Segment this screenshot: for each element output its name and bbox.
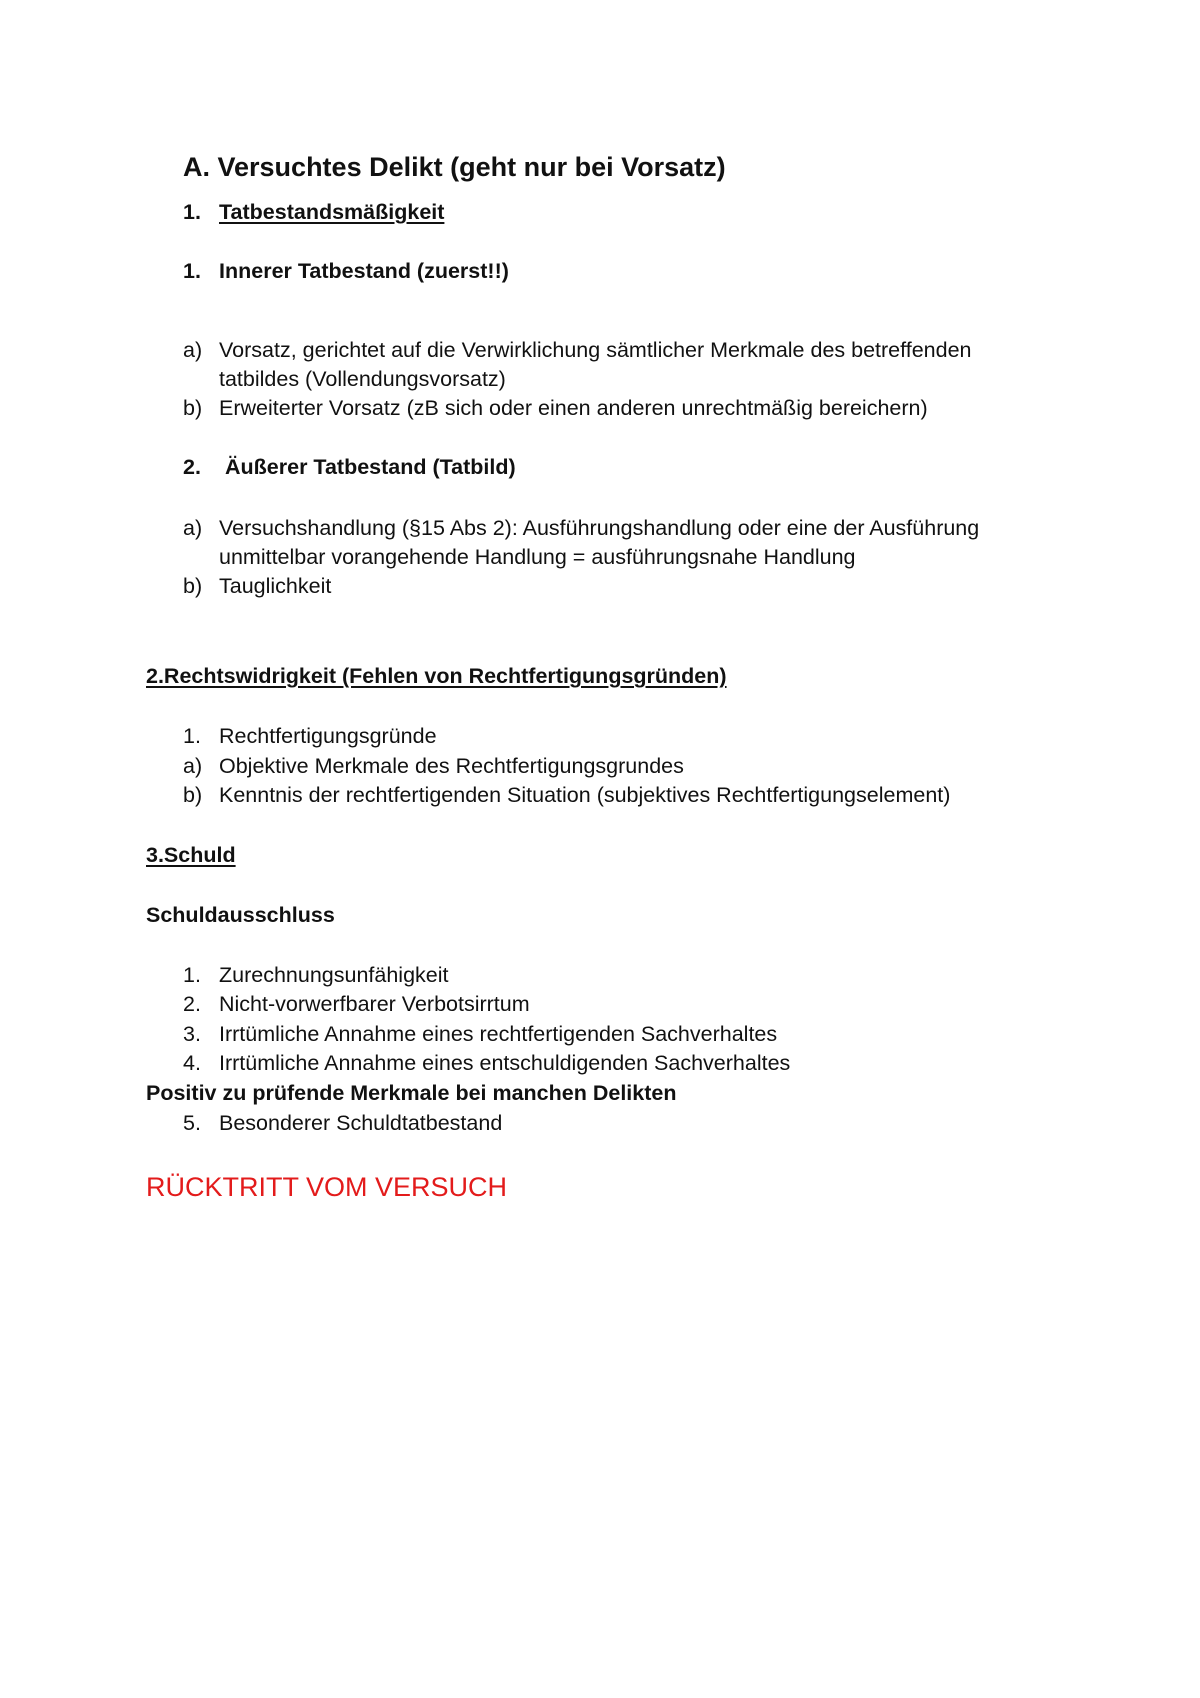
list-item-text: Versuchshandlung (§15 Abs 2): Ausführungshandlung oder eine der Ausführung [219,516,980,540]
ruecktritt-heading: RÜCKTRITT VOM VERSUCH [146,1172,508,1202]
list-marker: b) [183,574,203,598]
list-marker: 5. [183,1111,201,1135]
list-marker: a) [183,338,203,362]
list-item-text: unmittelbar vorangehende Handlung = ausführungsnahe Handlung [219,545,856,569]
list-item-text: Objektive Merkmale des Rechtfertigungsgrundes [219,754,684,778]
section-3-heading: 3.Schuld [146,843,236,867]
list-marker: 1. [183,963,201,987]
list-item-text: Rechtfertigungsgründe [219,724,437,748]
list-item-text: Kenntnis der rechtfertigenden Situation (subjektives Rechtfertigungselement) [219,783,951,807]
list-marker: 1. [183,724,201,748]
list-item-text: Nicht-vorwerfbarer Verbotsirrtum [219,992,530,1016]
list-item-text: Vorsatz, gerichtet auf die Verwirklichung sämtlicher Merkmale des betreffenden [219,338,972,362]
list-marker: b) [183,396,203,420]
list-item-text: Erweiterter Vorsatz (zB sich oder einen anderen unrechtmäßig bereichern) [219,396,928,420]
list-marker: 1. [183,259,201,283]
list-marker: b) [183,783,203,807]
list-item-text: Zurechnungsunfähigkeit [219,963,449,987]
list-marker: 3. [183,1022,201,1046]
list-marker: 2. [183,455,201,479]
list-item-text: Tauglichkeit [219,574,332,598]
section-1-title: Tatbestandsmäßigkeit [219,200,445,224]
list-item-text: Irrtümliche Annahme eines entschuldigenden Sachverhaltes [219,1051,791,1075]
section-2-heading: 2.Rechtswidrigkeit (Fehlen von Rechtfertigungsgründen) [146,664,727,688]
list-marker: 1. [183,200,201,224]
list-item-text: Irrtümliche Annahme eines rechtfertigenden Sachverhaltes [219,1022,778,1046]
main-heading: A. Versuchtes Delikt (geht nur bei Vorsatz) [183,152,726,182]
list-marker: 4. [183,1051,201,1075]
list-item-text: Besonderer Schuldtatbestand [219,1111,503,1135]
list-item-text: tatbildes (Vollendungsvorsatz) [219,367,506,391]
list-marker: a) [183,516,203,540]
list-marker: a) [183,754,203,778]
positive-heading: Positiv zu prüfende Merkmale bei manchen Delikten [146,1081,677,1105]
section-3-subtitle: Schuldausschluss [146,903,335,927]
outer-title: Äußerer Tatbestand (Tatbild) [225,455,516,479]
inner-title: Innerer Tatbestand (zuerst!!) [219,259,509,283]
list-marker: 2. [183,992,201,1016]
